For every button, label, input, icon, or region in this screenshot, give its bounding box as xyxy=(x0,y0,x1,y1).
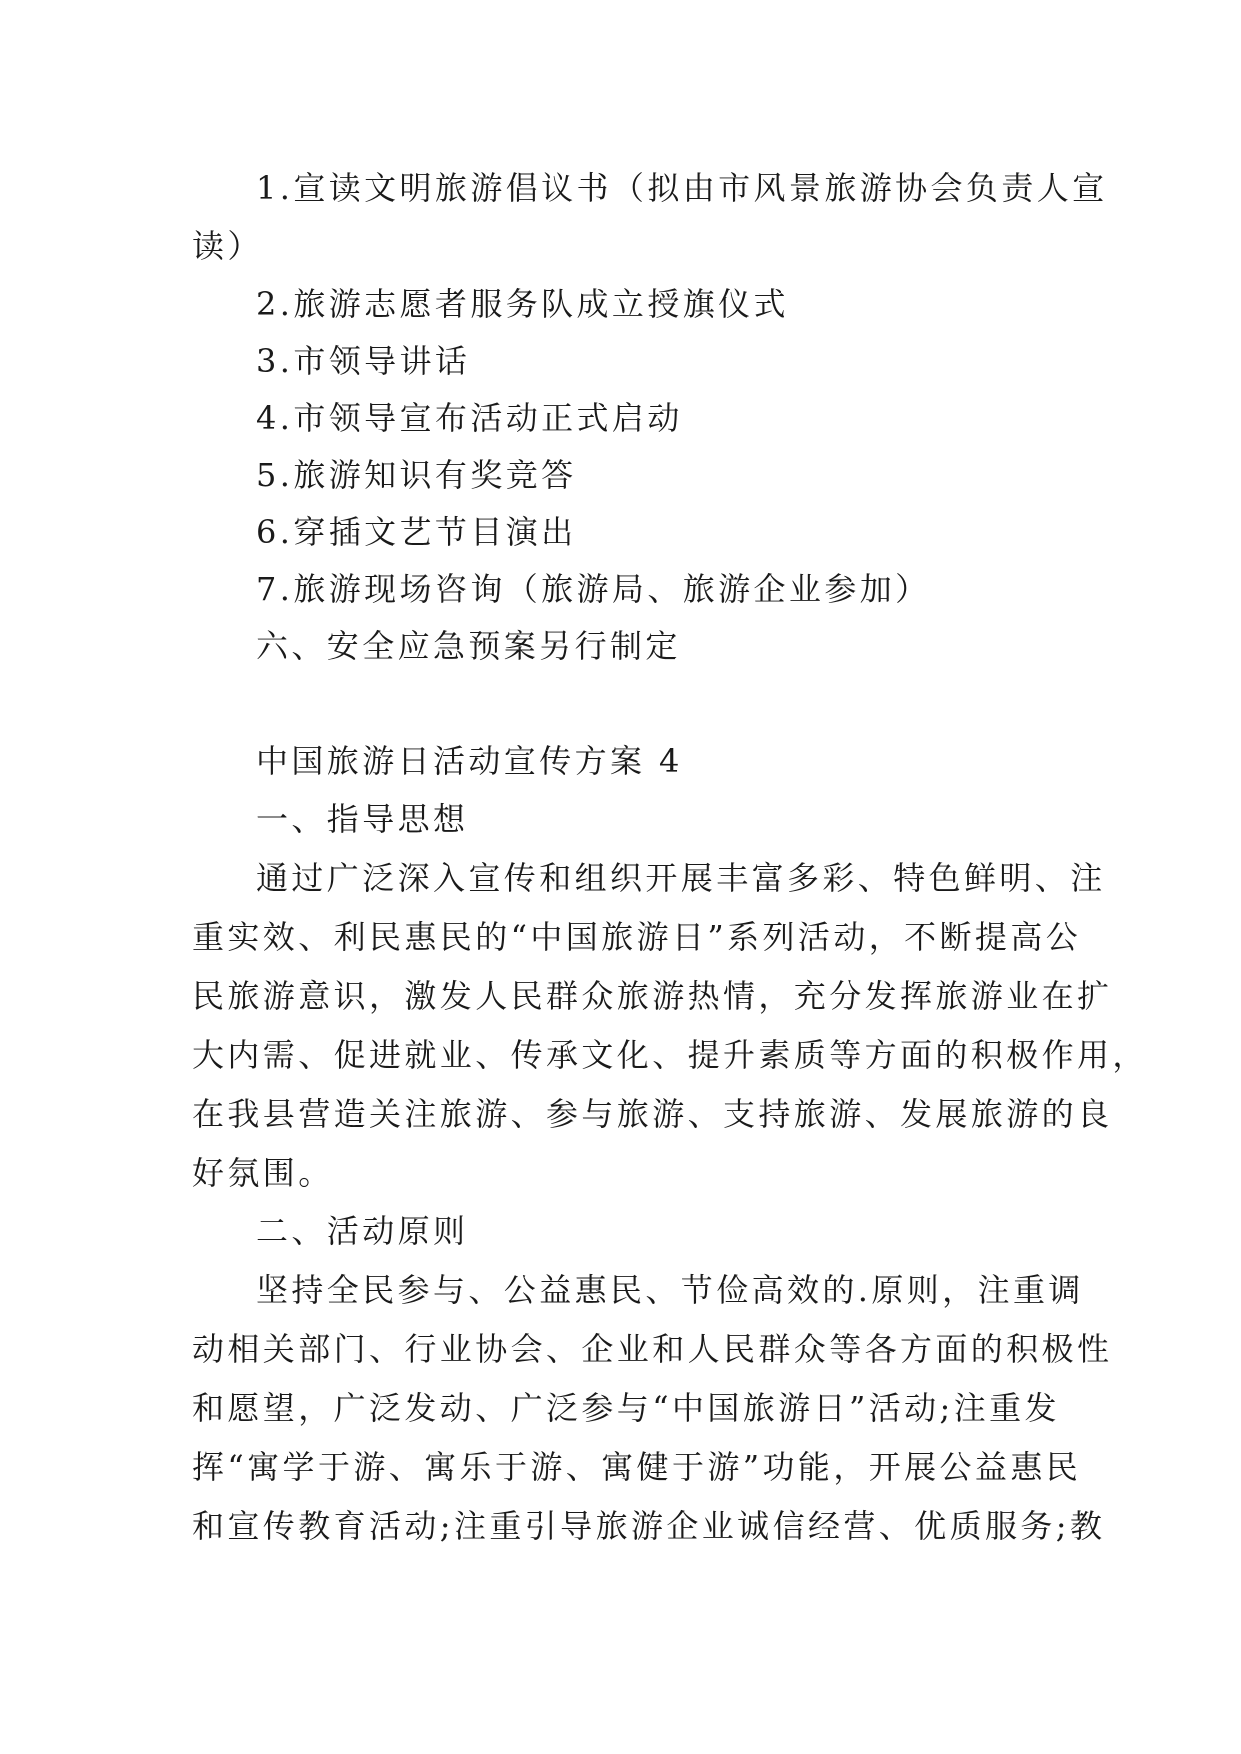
paragraph-line: 通过广泛深入宣传和组织开展丰富多彩、特色鲜明、注 xyxy=(256,859,1106,897)
paragraph-line: 和愿望，广泛发动、广泛参与“中国旅游日”活动;注重发 xyxy=(192,1389,1060,1427)
paragraph-line: 和宣传教育活动;注重引导旅游企业诚信经营、优质服务;教 xyxy=(192,1507,1106,1545)
paragraph-line: 在我县营造关注旅游、参与旅游、支持旅游、发展旅游的良 xyxy=(192,1095,1113,1133)
list-item-5: 5.旅游知识有奖竞答 xyxy=(256,456,577,494)
list-item-4: 4.市领导宣布活动正式启动 xyxy=(256,399,683,437)
list-item-6: 6.穿插文艺节目演出 xyxy=(256,513,577,551)
paragraph-line: 动相关部门、行业协会、企业和人民群众等各方面的积极性 xyxy=(192,1330,1113,1368)
safety-heading: 六、安全应急预案另行制定 xyxy=(256,627,681,665)
section-title: 中国旅游日活动宣传方案 4 xyxy=(256,742,683,780)
heading-guiding-ideology: 一、指导思想 xyxy=(256,800,469,838)
list-item-1-continuation: 读） xyxy=(192,227,263,265)
list-item-1: 1.宣读文明旅游倡议书（拟由市风景旅游协会负责人宣 xyxy=(256,169,1108,207)
paragraph-line: 坚持全民参与、公益惠民、节俭高效的.原则，注重调 xyxy=(256,1271,1084,1309)
paragraph-line: 重实效、利民惠民的“中国旅游日”系列活动，不断提高公 xyxy=(192,918,1082,956)
list-item-7: 7.旅游现场咨询（旅游局、旅游企业参加） xyxy=(256,570,931,608)
heading-activity-principles: 二、活动原则 xyxy=(256,1212,469,1250)
paragraph-line: 好氛围。 xyxy=(192,1154,334,1192)
paragraph-line: 民旅游意识，激发人民群众旅游热情，充分发挥旅游业在扩 xyxy=(192,977,1113,1015)
paragraph-line: 挥“寓学于游、寓乐于游、寓健于游”功能，开展公益惠民 xyxy=(192,1448,1082,1486)
paragraph-line: 大内需、促进就业、传承文化、提升素质等方面的积极作用， xyxy=(192,1036,1148,1074)
list-item-3: 3.市领导讲话 xyxy=(256,342,471,380)
list-item-2: 2.旅游志愿者服务队成立授旗仪式 xyxy=(256,285,789,323)
